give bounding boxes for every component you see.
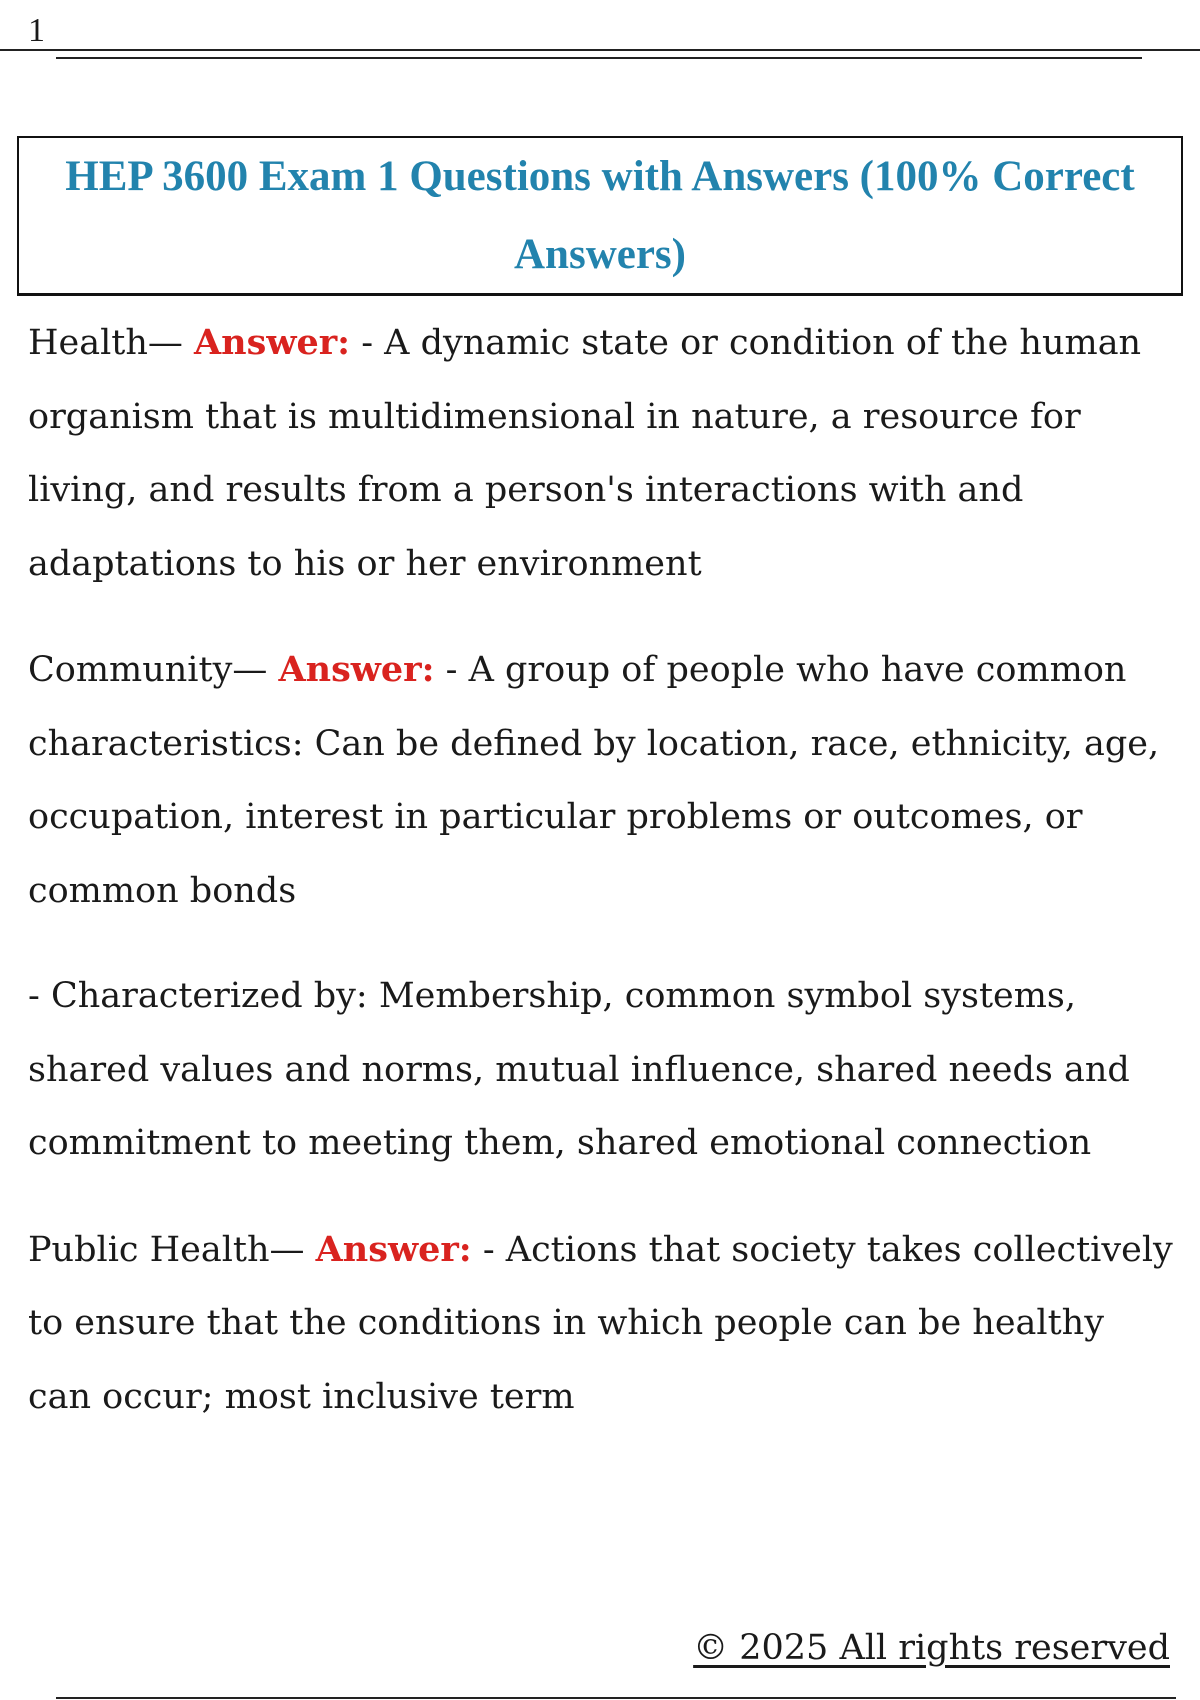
answer-label: Answer: [194, 322, 351, 363]
term: Public Health— [28, 1229, 316, 1270]
content [28, 306, 1178, 1466]
header-rule-bottom [56, 57, 1142, 59]
answer-label: Answer: [278, 649, 435, 690]
answer-label: Answer: [315, 1228, 472, 1270]
header-rule-top [0, 49, 1200, 51]
term: Community— [28, 650, 279, 690]
title-box [17, 136, 1183, 296]
qa-paragraph [28, 1213, 1178, 1435]
document-title: HEP 3600 Exam 1 Questions with Answers (100% Correct Answers) [65, 152, 1135, 278]
answer-text: - A dynamic state or condition of the human organism that is multidimensional in nature, a resource for living, and results from a person's interactions with and adaptations to his or her environment [28, 323, 1142, 584]
answer-text: - A group of people who have common characteristics: Can be defined by location, race, ethnicity, age, occupation, interest in particular problems or outcomes, or common bonds [28, 650, 1160, 911]
qa-entry-public-health [28, 1213, 1178, 1435]
term: Health— [28, 323, 195, 363]
copyright-footer: © 2025 All rights reserved [693, 1628, 1170, 1668]
page-number: 1 [28, 12, 45, 49]
footer-rule [56, 1697, 1176, 1699]
extra-paragraph: - Characterized by: Membership, common symbol systems, shared values and norms, mutual influence, shared needs and commitment to meeting them, shared emotional connection [28, 976, 1130, 1163]
qa-entry-community-extra [28, 960, 1178, 1181]
qa-paragraph [28, 306, 1178, 601]
qa-paragraph [28, 633, 1178, 928]
qa-entry-health [28, 306, 1178, 601]
answer-text: - Actions that society takes collectively to ensure that the conditions in which people can be healthy can occur; most inclusive term [28, 1229, 1173, 1417]
qa-entry-community [28, 633, 1178, 928]
